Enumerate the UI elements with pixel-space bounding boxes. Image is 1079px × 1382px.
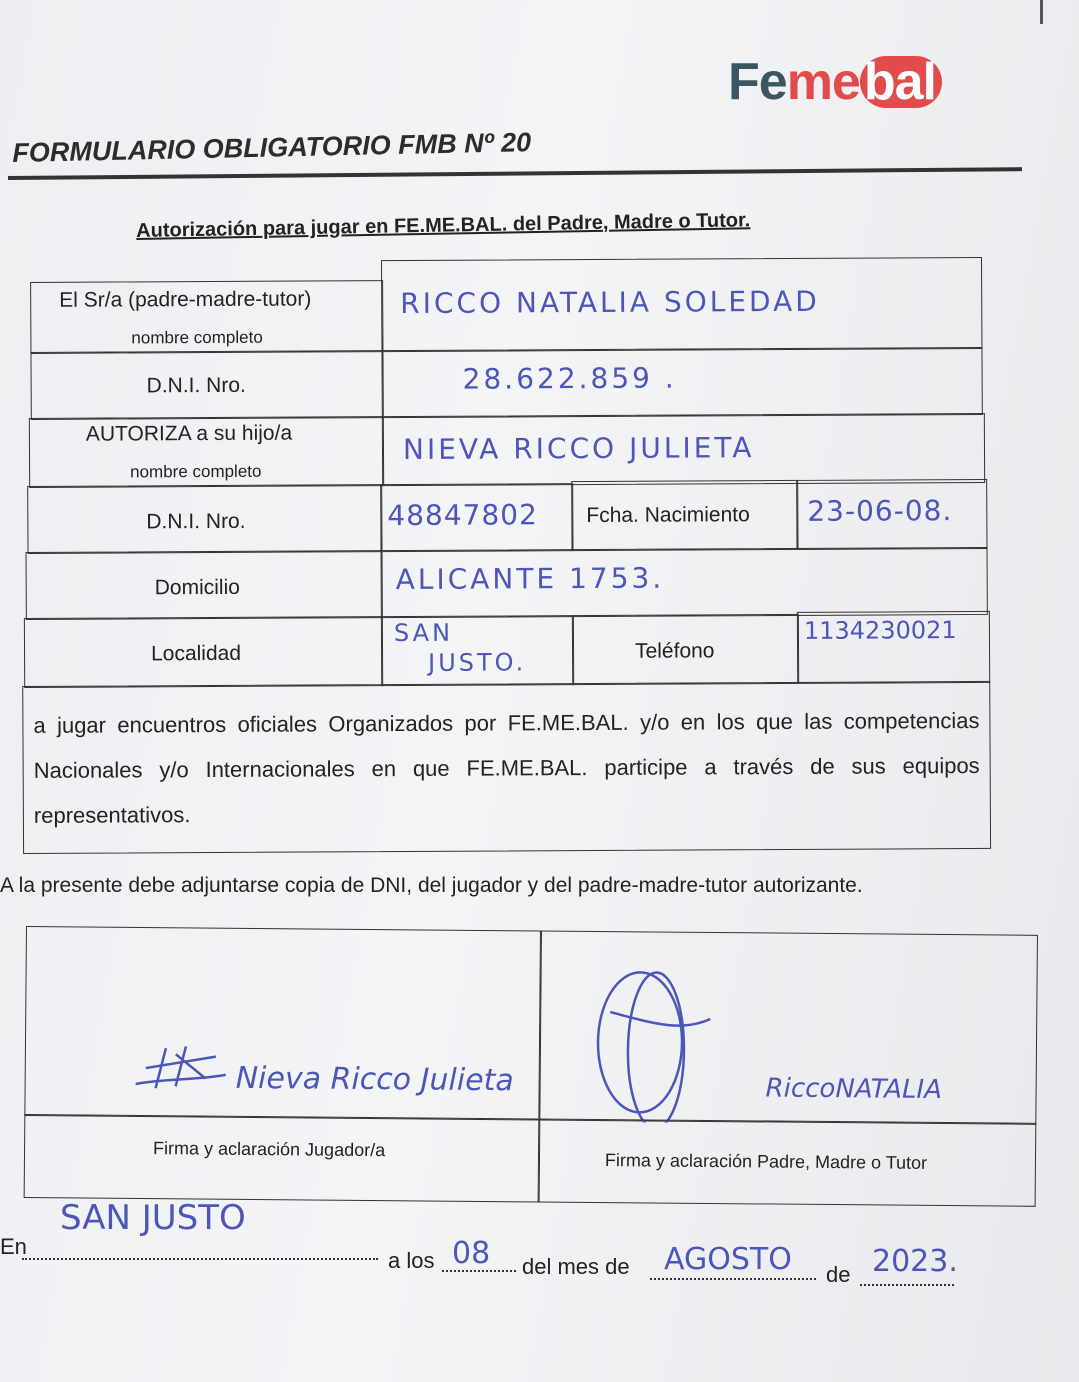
tutor-dni-value-cell[interactable] bbox=[381, 347, 982, 418]
address-label: Domicilio bbox=[154, 575, 240, 600]
child-sublabel: nombre completo bbox=[130, 461, 262, 482]
player-signature-box[interactable] bbox=[24, 926, 542, 1120]
locality-label-cell bbox=[24, 616, 383, 688]
authorization-paragraph: a jugar encuentros oficiales Organizados por FE.ME.BAL. y/o en los que las competencias Nacionales y/o Internacionales en que FE.ME.BAL. participe a través de sus equipos representativos. bbox=[33, 707, 980, 828]
birth-label-cell bbox=[571, 480, 798, 551]
tutor-dni-value: 28.622.859 . bbox=[462, 361, 677, 396]
child-label-cell bbox=[29, 416, 384, 488]
place-dots bbox=[22, 1258, 378, 1260]
tutor-sublabel: nombre completo bbox=[131, 327, 263, 348]
player-caption-cell bbox=[24, 1114, 541, 1202]
authorization-paragraph-box bbox=[22, 681, 991, 854]
parent-signature-box[interactable] bbox=[538, 930, 1038, 1124]
tutor-name-value: RICCO NATALIA SOLEDAD bbox=[400, 284, 820, 321]
child-dni-label-cell bbox=[27, 484, 382, 554]
phone-label-cell bbox=[572, 614, 799, 685]
title-rule bbox=[8, 167, 1022, 180]
femebal-logo: Femebal bbox=[728, 52, 942, 112]
footer-de-label: de bbox=[826, 1262, 851, 1287]
birth-value: 23-06-08. bbox=[807, 494, 953, 528]
child-value-cell[interactable] bbox=[382, 413, 985, 486]
birth-label: Fcha. Nacimiento bbox=[586, 503, 750, 528]
date-place-line bbox=[0, 1198, 1079, 1300]
footer-en-label: En bbox=[0, 1234, 27, 1259]
parent-caption-cell bbox=[538, 1118, 1037, 1206]
locality-value-cell[interactable] bbox=[381, 615, 574, 686]
signature-table bbox=[23, 926, 1039, 1225]
footer-day-value: 08 bbox=[452, 1236, 491, 1271]
attachment-note: A la presente debe adjuntarse copia de DNI, del jugador y del padre-madre-tutor autorizante. bbox=[0, 874, 863, 897]
player-signature-caption: Firma y aclaración Jugador/a bbox=[152, 1138, 386, 1161]
phone-value: 1134230021 bbox=[803, 616, 957, 645]
address-label-cell bbox=[26, 550, 383, 620]
tutor-label-cell bbox=[30, 280, 383, 354]
tutor-dni-label-cell bbox=[30, 350, 383, 420]
player-signature-name: Nieva Ricco Julieta bbox=[235, 1060, 514, 1099]
pen-mark bbox=[1040, 0, 1043, 24]
child-name-value: NIEVA RICCO JULIETA bbox=[402, 431, 755, 466]
footer-year-value: 2023. bbox=[872, 1244, 958, 1279]
parent-signature-caption: Firma y aclaración Padre, Madre o Tutor bbox=[604, 1150, 928, 1173]
birth-value-cell[interactable] bbox=[796, 479, 987, 550]
footer-month-value: AGOSTO bbox=[664, 1242, 792, 1277]
phone-value-cell[interactable] bbox=[797, 611, 990, 684]
footer-a-los-label: a los bbox=[388, 1248, 435, 1273]
tutor-value-cell[interactable] bbox=[381, 257, 982, 352]
footer-del-mes-label: del mes de bbox=[522, 1254, 630, 1279]
child-dni-value: 48847802 bbox=[387, 498, 538, 533]
tutor-dni-label: D.N.I. Nro. bbox=[146, 373, 246, 398]
locality-label: Localidad bbox=[150, 641, 242, 666]
phone-label: Teléfono bbox=[634, 639, 715, 663]
locality-value-line1: SAN bbox=[393, 618, 454, 648]
child-dni-label: D.N.I. Nro. bbox=[146, 509, 246, 534]
locality-value-line2: JUSTO. bbox=[428, 648, 527, 677]
address-value: ALICANTE 1753. bbox=[395, 561, 665, 597]
child-label: AUTORIZA a su hijo/a bbox=[85, 421, 293, 446]
form-title: FORMULARIO OBLIGATORIO FMB Nº 20 bbox=[12, 127, 532, 168]
footer-place-value: SAN JUSTO bbox=[60, 1198, 246, 1238]
tutor-label: El Sr/a (padre-madre-tutor) bbox=[59, 287, 312, 312]
address-value-cell[interactable] bbox=[381, 547, 988, 618]
child-dni-value-cell[interactable] bbox=[380, 483, 573, 552]
form-subtitle: Autorización para jugar en FE.ME.BAL. del Padre, Madre o Tutor. bbox=[136, 209, 751, 242]
month-dots bbox=[650, 1278, 816, 1280]
year-dots bbox=[860, 1284, 954, 1286]
authorization-table bbox=[20, 257, 991, 854]
parent-signature-name: RiccoNATALIA bbox=[765, 1073, 943, 1105]
